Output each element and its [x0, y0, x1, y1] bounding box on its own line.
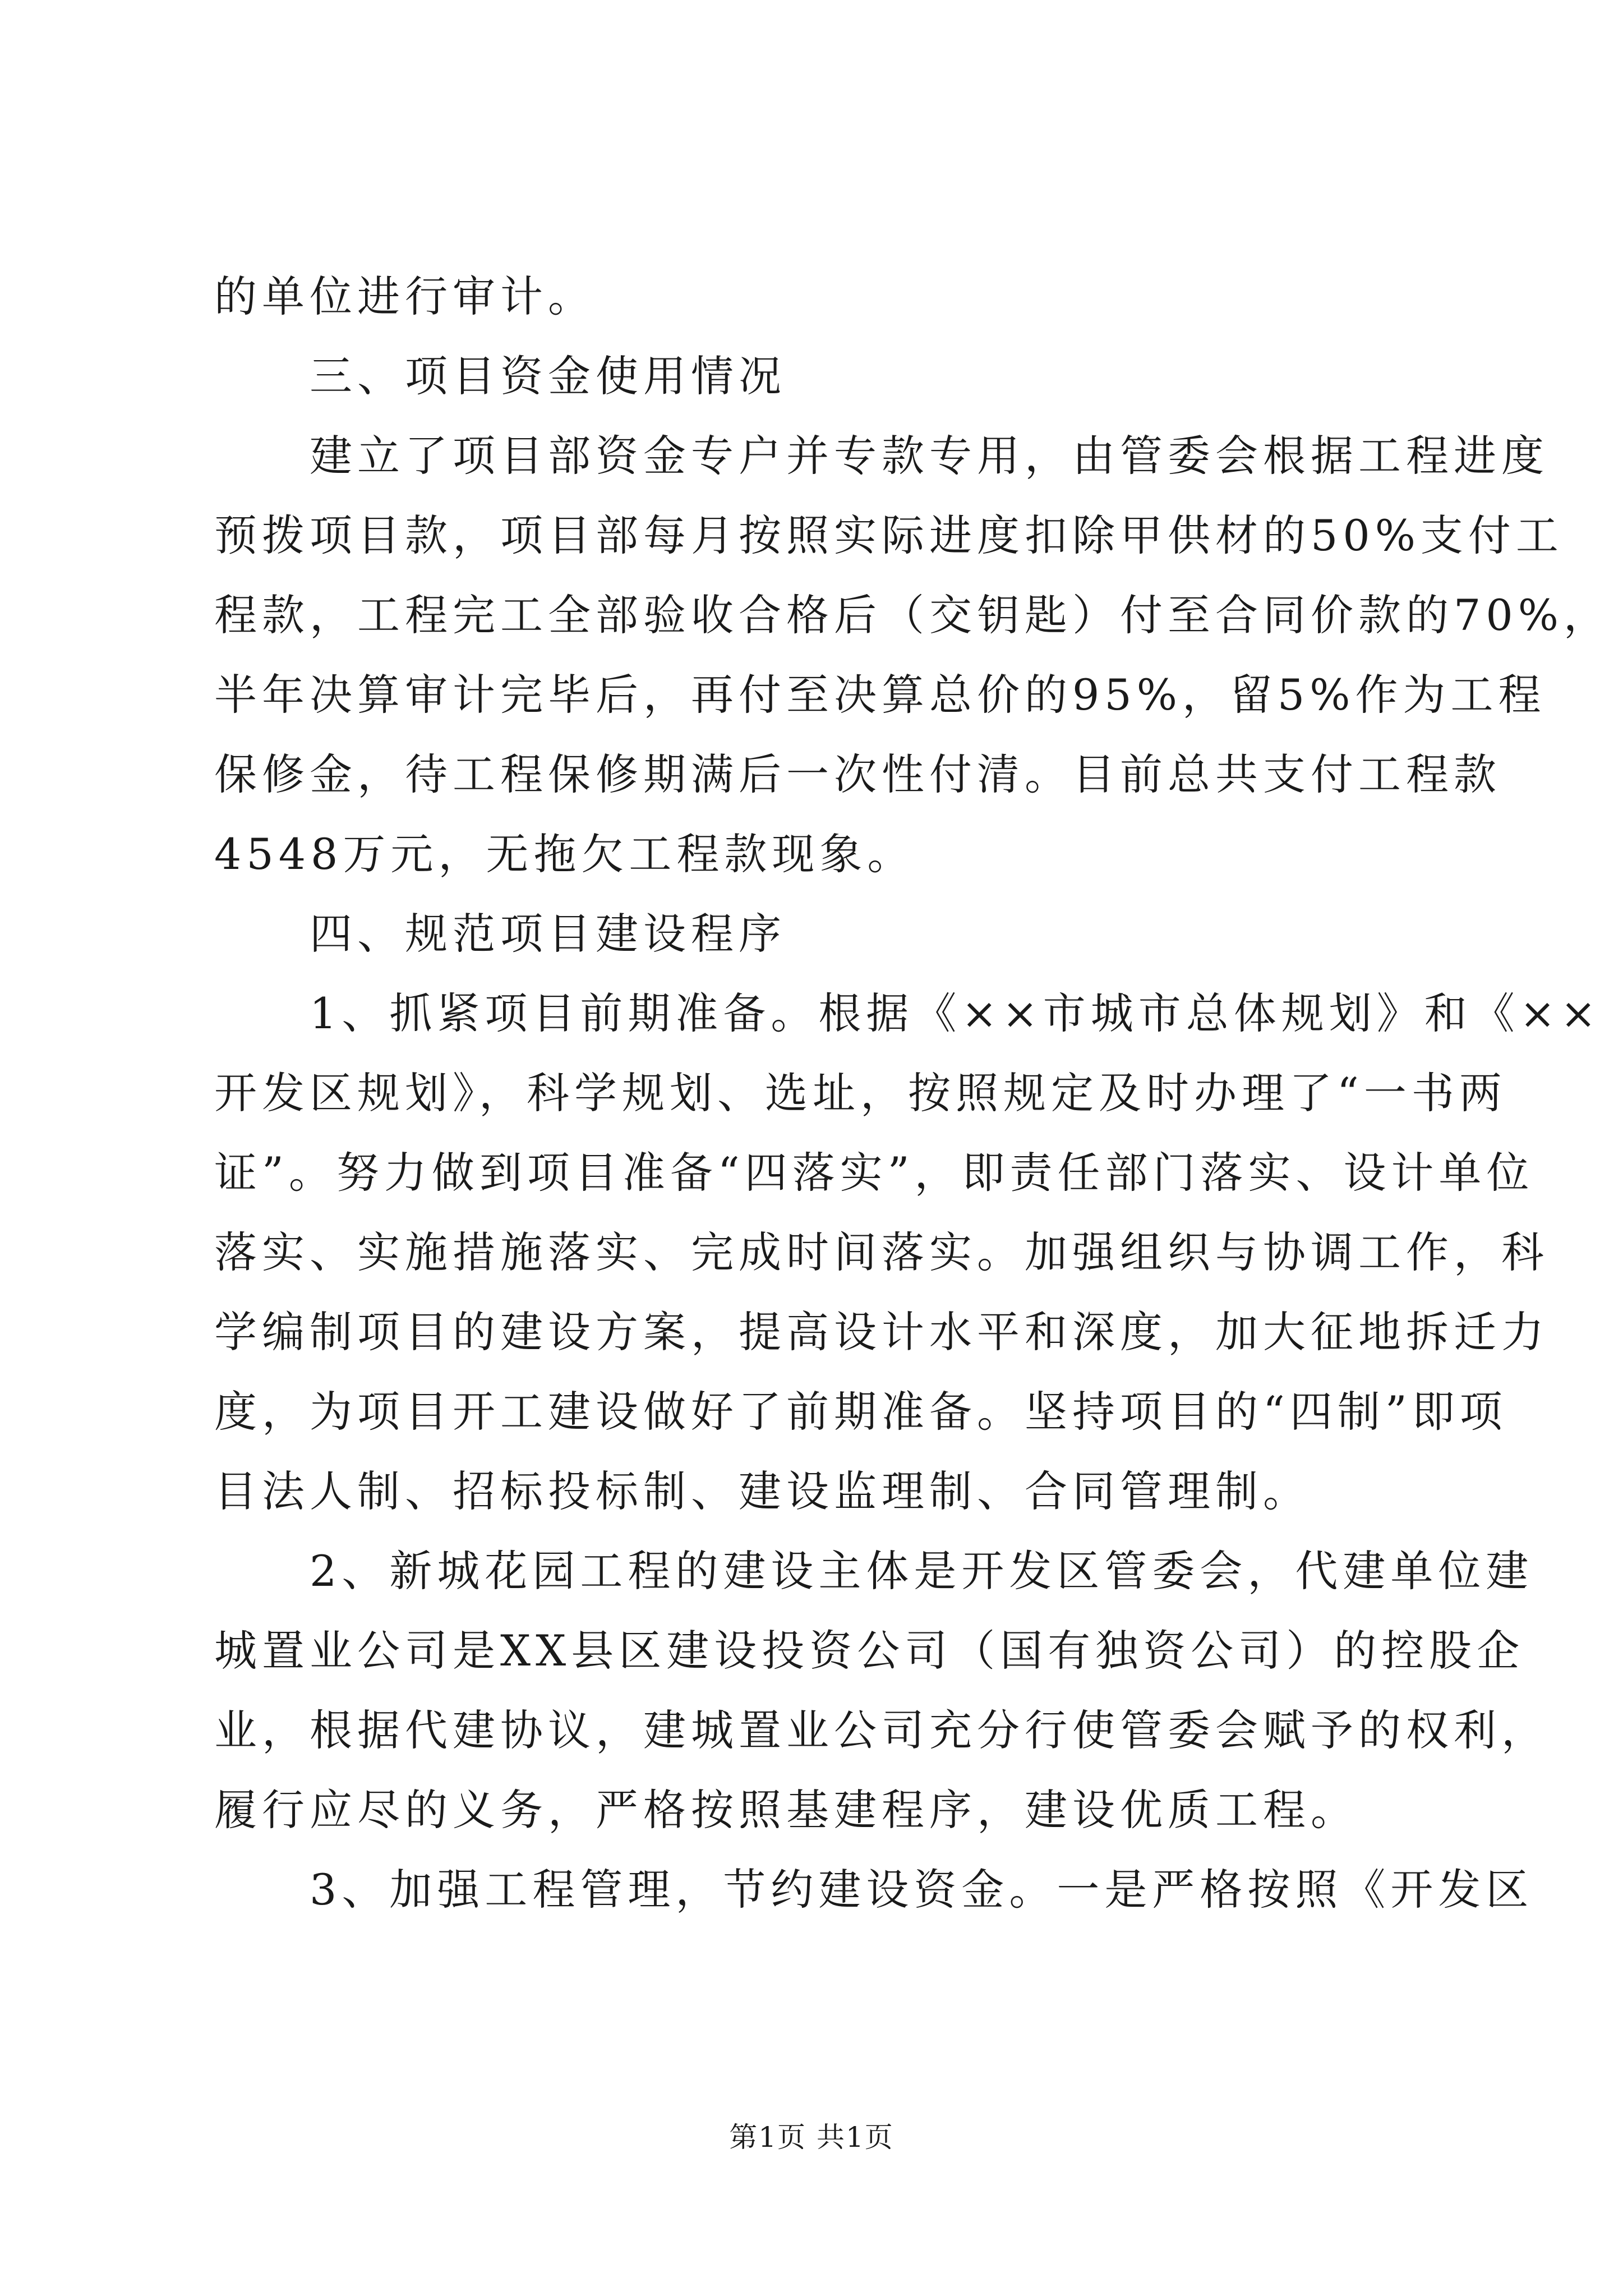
- text-line: 业，根据代建协议，建城置业公司充分行使管委会赋予的权利，: [214, 1705, 1549, 1755]
- text-line: 度，为项目开工建设做好了前期准备。坚持项目的“四制”即项: [214, 1387, 1507, 1437]
- text-line: 3、加强工程管理，节约建设资金。一是严格按照《开发区: [310, 1865, 1534, 1915]
- text-line: 建立了项目部资金专户并专款专用，由管委会根据工程进度: [310, 431, 1549, 481]
- text-line: 开发区规划》，科学规划、选址，按照规定及时办理了“一书两: [214, 1068, 1507, 1118]
- text-line: 城置业公司是XX县区建设投资公司（国有独资公司）的控股企: [214, 1626, 1525, 1676]
- text-line: 证”。努力做到项目准备“四落实”，即责任部门落实、设计单位: [214, 1148, 1534, 1198]
- text-line: 学编制项目的建设方案，提高设计水平和深度，加大征地拆迁力: [214, 1307, 1549, 1357]
- text-line: 的单位进行审计。: [214, 272, 596, 321]
- text-line: 履行应尽的义务，严格按照基建程序，建设优质工程。: [214, 1785, 1358, 1835]
- document-body: [214, 257, 1611, 1930]
- text-line: 1、抓紧项目前期准备。根据《××市城市总体规划》和《××: [310, 988, 1602, 1038]
- text-line: 落实、实施措施落实、完成时间落实。加强组织与协调工作，科: [214, 1227, 1549, 1277]
- text-line: 保修金，待工程保修期满后一次性付清。目前总共支付工程款: [214, 749, 1501, 799]
- text-line: 目法人制、招标投标制、建设监理制、合同管理制。: [214, 1466, 1311, 1516]
- text-line: 半年决算审计完毕后，再付至决算总价的95%，留5%作为工程: [214, 670, 1546, 720]
- text-line: 程款，工程完工全部验收合格后（交钥匙）付至合同价款的70%，: [214, 590, 1611, 640]
- text-line: 预拨项目款，项目部每月按照实际进度扣除甲供材的50%支付工: [214, 510, 1564, 560]
- text-line: 4548万元，无拖欠工程款现象。: [214, 829, 915, 879]
- section-heading-procedure: 四、规范项目建设程序: [310, 909, 786, 959]
- page-footer: 第1页 共1页: [729, 2121, 894, 2154]
- text-line: 2、新城花园工程的建设主体是开发区管委会，代建单位建: [310, 1546, 1534, 1596]
- section-heading-funds: 三、项目资金使用情况: [310, 351, 786, 401]
